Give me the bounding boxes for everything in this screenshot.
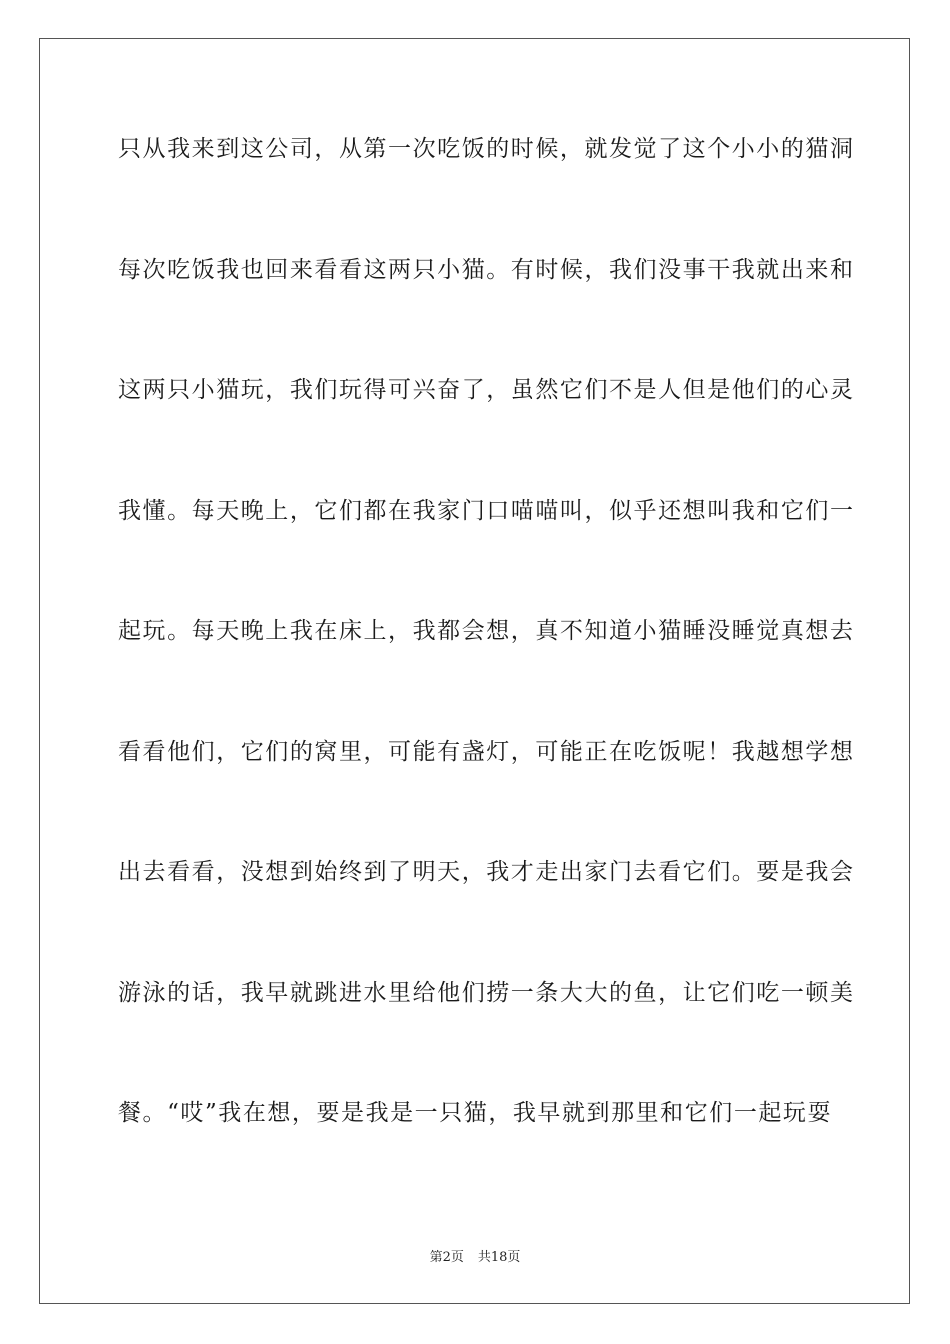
text-line-5: 起玩。每天晚上我在床上，我都会想，真不知道小猫睡没睡觉真想去: [118, 618, 855, 644]
text-line-8: 游泳的话，我早就跳进水里给他们捞一条大大的鱼，让它们吃一顿美: [118, 979, 855, 1006]
total-pages: 共18页: [477, 1250, 521, 1265]
text-line-9: 餐。“哎”我在想，要是我是一只猫，我早就到那里和它们一起玩耍: [118, 1100, 833, 1126]
document-body: [118, 125, 855, 1210]
text-line-1: 只从我来到这公司，从第一次吃饭的时候，就发觉了这个小小的猫洞: [118, 136, 855, 162]
text-line-3: 这两只小猫玩，我们玩得可兴奋了，虽然它们不是人但是他们的心灵: [118, 377, 855, 403]
text-line-7: 出去看看，没想到始终到了明天，我才走出家门去看它们。要是我会: [118, 859, 855, 885]
text-line-4: 我懂。每天晚上，它们都在我家门口喵喵叫，似乎还想叫我和它们一: [118, 497, 855, 524]
text-line-2: 每次吃饭我也回来看看这两只小猫。有时候，我们没事干我就出来和: [118, 256, 855, 283]
text-line-6: 看看他们，它们的窝里，可能有盏灯，可能正在吃饭呢！我越想学想: [118, 738, 855, 765]
page-number: 第2页: [429, 1250, 464, 1265]
page-footer: [0, 1246, 950, 1265]
